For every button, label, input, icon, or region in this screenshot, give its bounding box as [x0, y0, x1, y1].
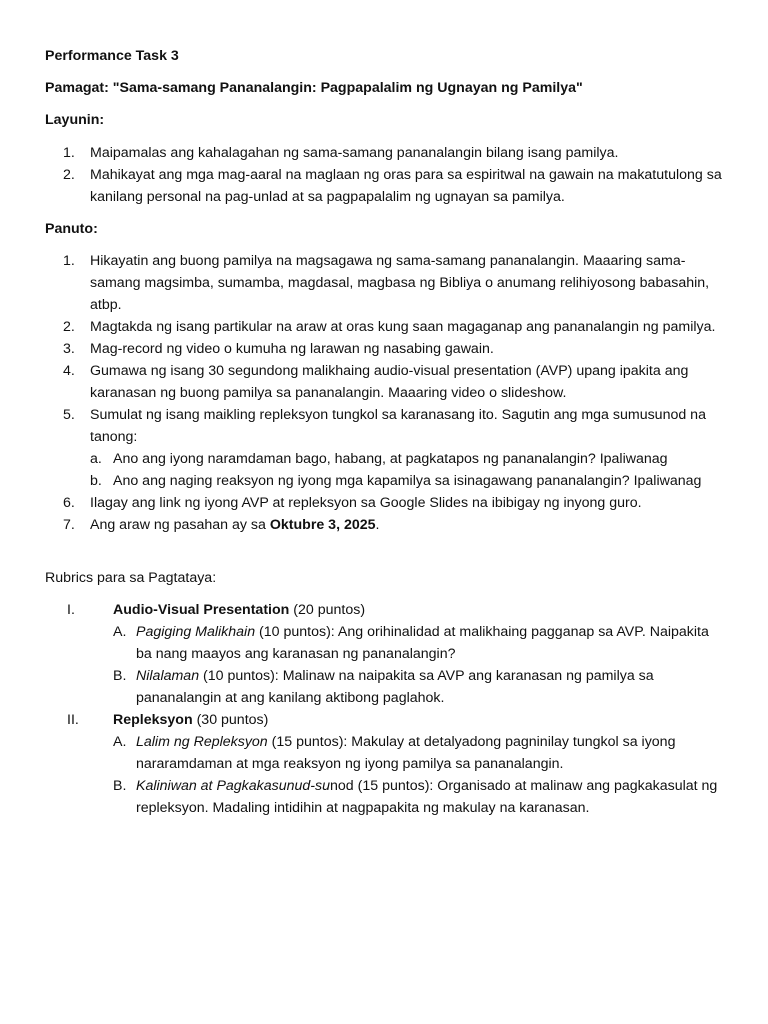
list-number: 4.	[63, 363, 75, 379]
list-text: Mag-record ng video o kumuha ng larawan ng nasabing gawain.	[90, 341, 494, 357]
sub-list-item	[90, 470, 728, 492]
panuto-list	[45, 250, 728, 536]
list-text: Mahikayat ang mga mag-aaral na maglaan ng oras para sa espiritwal na gawain na makatutulong sa kanilang personal na pag-unlad at sa pagpapalalim ng ugnayan sa pamilya.	[90, 167, 722, 205]
rubric-number: I.	[67, 602, 75, 618]
list-text: Ilagay ang link ng iyong AVP at repleksyon sa Google Slides na ibibigay ng inyong guro.	[90, 495, 642, 511]
criterion-letter: B.	[113, 778, 127, 794]
list-number: 1.	[63, 253, 75, 269]
rubrics-heading: Rubrics para sa Pagtataya:	[45, 570, 217, 586]
list-text: Gumawa ng isang 30 segundong malikhaing audio-visual presentation (AVP) upang ipakita ang karanasan ng buong pamilya sa pananalangin. Maaaring video o slideshow.	[90, 363, 689, 401]
criterion-letter: A.	[113, 734, 127, 750]
list-item	[45, 492, 728, 514]
layunin-heading: Layunin:	[45, 112, 105, 128]
criterion-name: Lalim ng Repleksyon	[136, 734, 268, 750]
criterion-text: (10 puntos): Ang orihinalidad at malikhaing pagganap sa AVP. Naipakita ba nang maayos ang karanasan ng pananalangin?	[136, 624, 709, 662]
task-title: Performance Task 3	[45, 48, 179, 64]
rubric-criterion	[113, 621, 728, 665]
criterion-name: Kaliniwan at Pagkakasunud-su	[136, 778, 331, 794]
criterion-text: (10 puntos): Malinaw na naipakita sa AVP ang karanasan ng pamilya sa pananalangin at ang kanilang aktibong paglahok.	[136, 668, 654, 706]
list-number: 3.	[63, 341, 75, 357]
list-text-end: .	[375, 517, 380, 533]
list-number: 2.	[63, 167, 75, 183]
sub-list-text: Ano ang naging reaksyon ng iyong mga kapamilya sa isinagawang pananalangin? Ipaliwanag	[113, 473, 702, 489]
list-item	[45, 164, 728, 208]
rubric-number: II.	[67, 712, 79, 728]
list-number: 5.	[63, 407, 75, 423]
panuto-heading: Panuto:	[45, 221, 98, 237]
criterion-letter: B.	[113, 668, 127, 684]
deadline-date: Oktubre 3, 2025	[269, 517, 376, 533]
rubric-points: (30 puntos)	[192, 712, 269, 728]
list-number: 7.	[63, 517, 75, 533]
criterion-name: Pagiging Malikhain	[136, 624, 256, 640]
list-text: Hikayatin ang buong pamilya na magsagawa ng sama-samang pananalangin. Maaaring sama-samang magsimba, sumamba, magdasal, magbasa ng Bibliya o anumang relihiyosong babasahin, atbp.	[90, 253, 710, 313]
sub-list-item	[90, 448, 728, 470]
rubric-criterion	[113, 731, 728, 775]
sub-list-letter: a.	[90, 451, 102, 467]
rubric-criterion	[113, 665, 728, 709]
list-item	[45, 514, 728, 536]
list-text: Maipamalas ang kahalagahan ng sama-samang pananalangin bilang isang pamilya.	[90, 145, 619, 161]
layunin-list	[45, 142, 728, 208]
list-item	[45, 338, 728, 360]
list-number: 2.	[63, 319, 75, 335]
criterion-name: Nilalaman	[136, 668, 200, 684]
pamagat: Pamagat: "Sama-samang Pananalangin: Pagpapalalim ng Ugnayan ng Pamilya"	[45, 80, 583, 96]
list-item	[45, 360, 728, 404]
sub-list-letter: b.	[90, 473, 102, 489]
sub-list-text: Ano ang iyong naramdaman bago, habang, at pagkatapos ng pananalangin? Ipaliwanag	[113, 451, 668, 467]
rubric-criterion	[113, 775, 728, 819]
criterion-text: nod (15 puntos): Organisado at malinaw ang pagkakasulat ng repleksyon. Madaling intidihin at nagpapakita ng makulay na karanasan.	[136, 778, 718, 816]
rubric-title: Repleksyon	[113, 712, 193, 728]
rubric-section	[45, 709, 728, 819]
list-text: Ang araw ng pasahan ay sa	[90, 517, 270, 533]
rubric-section	[45, 599, 728, 709]
list-number: 1.	[63, 145, 75, 161]
criterion-letter: A.	[113, 624, 127, 640]
rubrics-list	[45, 599, 728, 819]
list-text: Magtakda ng isang partikular na araw at oras kung saan magaganap ang pananalangin ng pamilya.	[90, 319, 716, 335]
list-item	[45, 404, 728, 492]
rubric-points: (20 puntos)	[289, 602, 366, 618]
list-number: 6.	[63, 495, 75, 511]
list-item	[45, 316, 728, 338]
list-text: Sumulat ng isang maikling repleksyon tungkol sa karanasang ito. Sagutin ang mga sumusunod na tanong:	[90, 407, 706, 445]
list-item	[45, 142, 728, 164]
criterion-text: (15 puntos): Makulay at detalyadong pagninilay tungkol sa iyong nararamdaman at mga reaksyon ng iyong pamilya sa pananalangin.	[136, 734, 676, 772]
list-item	[45, 250, 728, 316]
rubric-title: Audio-Visual Presentation	[113, 602, 290, 618]
